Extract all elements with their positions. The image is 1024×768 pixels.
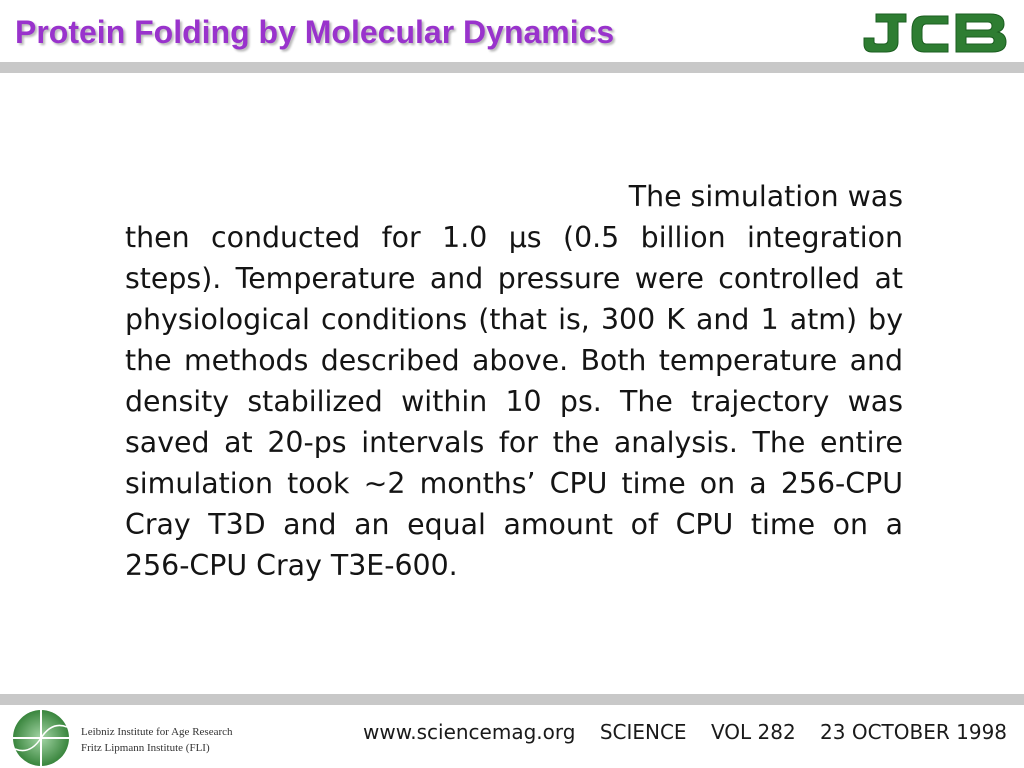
excerpt-line: simulation took ∼2 months’ CPU time on a 256-CPU bbox=[125, 467, 903, 500]
slide-title: Protein Folding by Molecular Dynamics bbox=[15, 14, 615, 50]
excerpt-line: Cray T3D and an equal amount of CPU time on a bbox=[125, 508, 903, 541]
footer-divider bbox=[0, 694, 1024, 705]
logo-letter-c bbox=[912, 16, 948, 52]
logo-letter-b bbox=[956, 14, 1006, 52]
excerpt-line: 256-CPU Cray T3E-600. bbox=[125, 549, 458, 582]
excerpt-line: physiological conditions (that is, 300 K and 1 atm) by bbox=[125, 303, 903, 336]
citation-volume: VOL 282 bbox=[710, 720, 796, 744]
source-citation bbox=[363, 720, 1007, 744]
excerpt-line: then conducted for 1.0 μs (0.5 billion integration bbox=[125, 221, 903, 254]
citation-journal: SCIENCE bbox=[599, 720, 687, 744]
institute-subname: Fritz Lipmann Institute (FLI) bbox=[81, 742, 210, 754]
excerpt-line: steps). Temperature and pressure were controlled at bbox=[125, 262, 903, 295]
excerpt-line: The simulation was bbox=[628, 180, 903, 213]
excerpt-line: saved at 20-ps intervals for the analysis. The entire bbox=[125, 426, 903, 459]
article-excerpt bbox=[125, 176, 903, 586]
fli-logo bbox=[8, 707, 236, 767]
header-divider bbox=[0, 62, 1024, 73]
fli-emblem-icon bbox=[12, 709, 70, 767]
citation-date: 23 OCTOBER 1998 bbox=[820, 720, 1008, 744]
excerpt-line: density stabilized within 10 ps. The trajectory was bbox=[125, 385, 903, 418]
excerpt-line: the methods described above. Both temperature and bbox=[125, 344, 903, 377]
jcb-logo bbox=[862, 6, 1008, 58]
logo-letter-j bbox=[864, 14, 906, 52]
citation-website: www.sciencemag.org bbox=[363, 720, 576, 744]
institute-name: Leibniz Institute for Age Research bbox=[81, 726, 233, 738]
